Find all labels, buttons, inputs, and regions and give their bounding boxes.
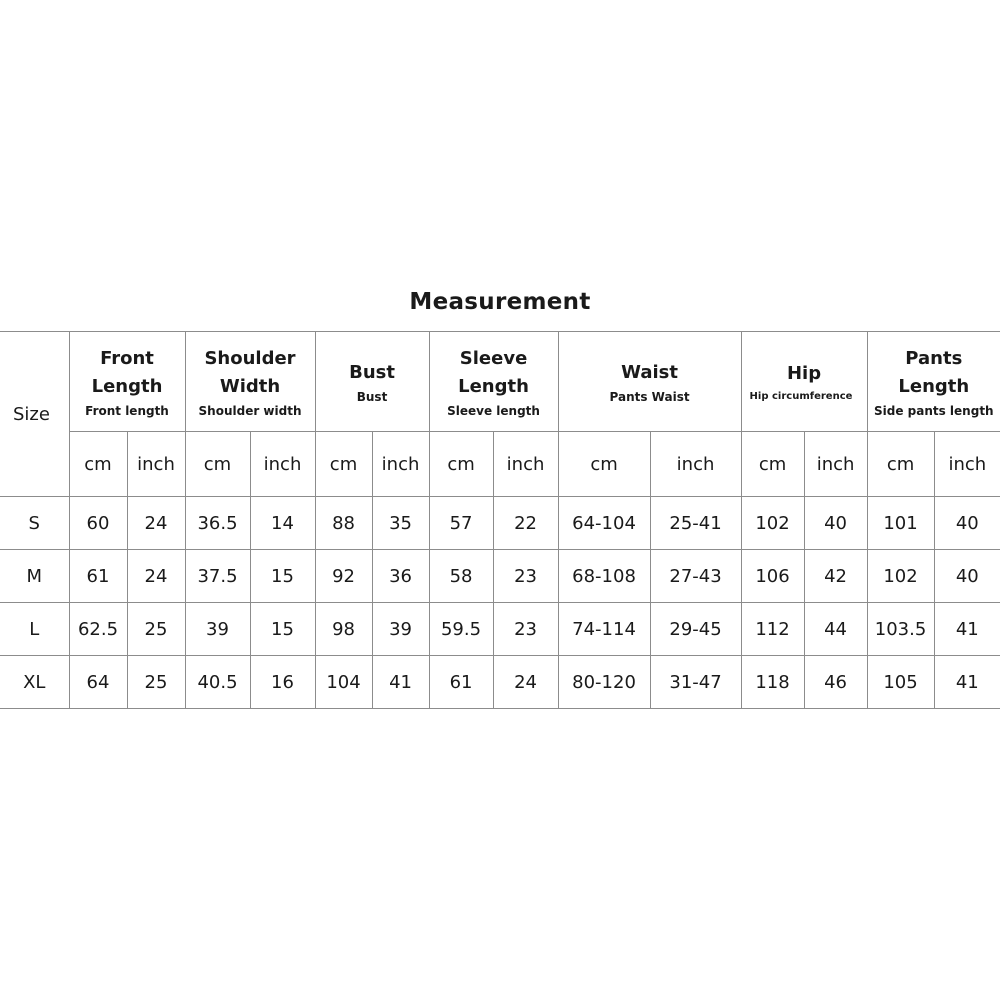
column-subtitle: Shoulder width bbox=[198, 403, 302, 418]
table-cell: 59.5 bbox=[429, 603, 493, 656]
column-subtitle: Side pants length bbox=[873, 403, 994, 418]
unit-inch: inch bbox=[934, 432, 1000, 497]
table-cell: 64-104 bbox=[558, 497, 650, 550]
table-cell: 37.5 bbox=[185, 550, 250, 603]
unit-cm: cm bbox=[69, 432, 127, 497]
table-cell: 40 bbox=[934, 497, 1000, 550]
table-cell: 25 bbox=[127, 603, 185, 656]
size-cell: L bbox=[0, 603, 69, 656]
table-cell: 40.5 bbox=[185, 656, 250, 709]
unit-cm: cm bbox=[185, 432, 250, 497]
unit-cm: cm bbox=[867, 432, 934, 497]
table-cell: 22 bbox=[493, 497, 558, 550]
unit-inch: inch bbox=[127, 432, 185, 497]
table-cell: 44 bbox=[804, 603, 867, 656]
table-row bbox=[0, 497, 1000, 550]
table-cell: 41 bbox=[934, 656, 1000, 709]
table-cell: 35 bbox=[372, 497, 429, 550]
table-cell: 60 bbox=[69, 497, 127, 550]
table-cell: 24 bbox=[493, 656, 558, 709]
table-cell: 23 bbox=[493, 550, 558, 603]
table-cell: 23 bbox=[493, 603, 558, 656]
table-cell: 15 bbox=[250, 603, 315, 656]
unit-inch: inch bbox=[493, 432, 558, 497]
column-header-waist bbox=[558, 332, 741, 432]
column-title: Waist bbox=[621, 361, 678, 383]
table-cell: 15 bbox=[250, 550, 315, 603]
table-title: Measurement bbox=[409, 289, 591, 315]
table-cell: 41 bbox=[934, 603, 1000, 656]
table-cell: 36.5 bbox=[185, 497, 250, 550]
table-cell: 24 bbox=[127, 497, 185, 550]
column-header-sleeve-length bbox=[429, 332, 558, 432]
column-subtitle: Front length bbox=[85, 403, 169, 418]
column-subtitle: Bust bbox=[356, 389, 388, 404]
column-subtitle: Sleeve length bbox=[447, 403, 540, 418]
column-subtitle: Hip circumference bbox=[749, 391, 853, 402]
size-cell: XL bbox=[0, 656, 69, 709]
table-cell: 88 bbox=[315, 497, 372, 550]
unit-inch: inch bbox=[804, 432, 867, 497]
table-cell: 58 bbox=[429, 550, 493, 603]
table-cell: 118 bbox=[741, 656, 804, 709]
table-cell: 102 bbox=[867, 550, 934, 603]
table-row bbox=[0, 550, 1000, 603]
table-cell: 61 bbox=[429, 656, 493, 709]
column-header-shoulder-width bbox=[185, 332, 315, 432]
table-cell: 39 bbox=[185, 603, 250, 656]
table-cell: 103.5 bbox=[867, 603, 934, 656]
unit-cm: cm bbox=[429, 432, 493, 497]
unit-inch: inch bbox=[372, 432, 429, 497]
column-title: Sleeve Length bbox=[458, 347, 529, 397]
table-cell: 24 bbox=[127, 550, 185, 603]
size-cell: M bbox=[0, 550, 69, 603]
table-cell: 39 bbox=[372, 603, 429, 656]
column-subtitle: Pants Waist bbox=[609, 389, 690, 404]
table-cell: 104 bbox=[315, 656, 372, 709]
column-header-bust bbox=[315, 332, 429, 432]
table-cell: 46 bbox=[804, 656, 867, 709]
table-cell: 36 bbox=[372, 550, 429, 603]
size-cell: S bbox=[0, 497, 69, 550]
table-cell: 68-108 bbox=[558, 550, 650, 603]
table-cell: 40 bbox=[934, 550, 1000, 603]
table-cell: 62.5 bbox=[69, 603, 127, 656]
table-cell: 29-45 bbox=[650, 603, 741, 656]
table-cell: 106 bbox=[741, 550, 804, 603]
table-cell: 74-114 bbox=[558, 603, 650, 656]
table-cell: 80-120 bbox=[558, 656, 650, 709]
table-cell: 27-43 bbox=[650, 550, 741, 603]
column-title: Pants Length bbox=[898, 347, 970, 397]
unit-cm: cm bbox=[315, 432, 372, 497]
unit-header-row bbox=[0, 432, 1000, 497]
table-cell: 31-47 bbox=[650, 656, 741, 709]
table-cell: 101 bbox=[867, 497, 934, 550]
table-cell: 98 bbox=[315, 603, 372, 656]
table-cell: 57 bbox=[429, 497, 493, 550]
table-row bbox=[0, 603, 1000, 656]
table-cell: 41 bbox=[372, 656, 429, 709]
column-title: Bust bbox=[349, 361, 395, 383]
unit-inch: inch bbox=[650, 432, 741, 497]
unit-cm: cm bbox=[558, 432, 650, 497]
column-title: Hip bbox=[786, 363, 822, 384]
table-cell: 16 bbox=[250, 656, 315, 709]
unit-cm: cm bbox=[741, 432, 804, 497]
table-cell: 14 bbox=[250, 497, 315, 550]
column-title: Shoulder Width bbox=[204, 347, 296, 397]
table-cell: 105 bbox=[867, 656, 934, 709]
table-cell: 102 bbox=[741, 497, 804, 550]
table-cell: 92 bbox=[315, 550, 372, 603]
column-header-hip bbox=[741, 332, 867, 432]
column-header-pants-length bbox=[867, 332, 1000, 432]
unit-inch: inch bbox=[250, 432, 315, 497]
column-header-front-length bbox=[69, 332, 185, 432]
table-cell: 25 bbox=[127, 656, 185, 709]
table-row bbox=[0, 656, 1000, 709]
table-cell: 64 bbox=[69, 656, 127, 709]
table-body bbox=[0, 497, 1000, 709]
size-column-header: Size bbox=[0, 332, 69, 497]
column-title: Front Length bbox=[91, 347, 163, 397]
table-cell: 25-41 bbox=[650, 497, 741, 550]
measurement-table bbox=[0, 331, 1000, 709]
table-cell: 42 bbox=[804, 550, 867, 603]
table-cell: 61 bbox=[69, 550, 127, 603]
table-cell: 112 bbox=[741, 603, 804, 656]
column-header-row bbox=[0, 332, 1000, 432]
table-cell: 40 bbox=[804, 497, 867, 550]
